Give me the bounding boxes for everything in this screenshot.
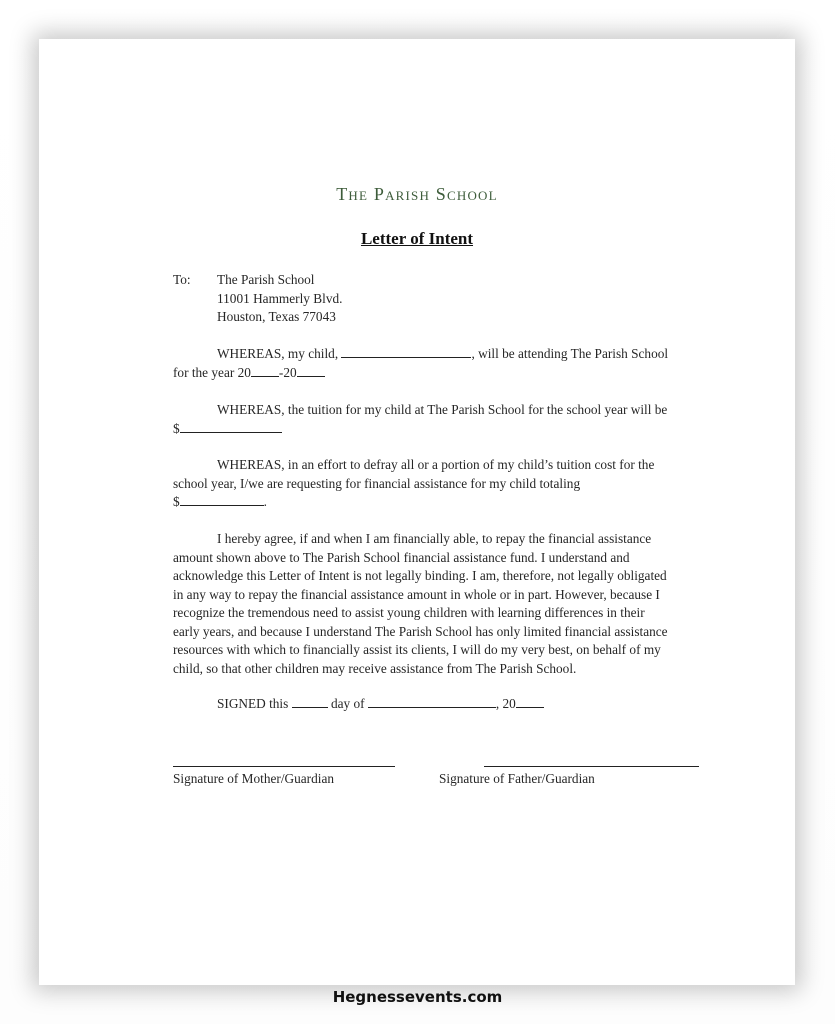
watermark: Hegnessevents.com	[332, 988, 503, 1006]
mother-signature-line[interactable]	[173, 766, 395, 767]
dollar-sign: $	[173, 494, 180, 509]
month-blank[interactable]	[368, 695, 496, 708]
agreement-line: I hereby agree, if and when I am financially able, to repay the financial assistance	[217, 531, 652, 546]
agreement-line: recognize the tremendous need to assist young children with learning differences in their	[173, 605, 645, 620]
agreement-line: amount shown above to The Parish School financial assistance fund. I understand and	[173, 549, 630, 565]
signed-text-c: , 20	[495, 696, 516, 711]
father-signature-label: Signature of Father/Guardian	[439, 771, 595, 786]
school-name-heading: The Parish School	[336, 184, 498, 204]
tuition-amount-blank[interactable]	[180, 420, 282, 433]
day-blank[interactable]	[292, 695, 328, 708]
recipient-street: 11001 Hammerly Blvd.	[217, 290, 343, 306]
year-start-blank[interactable]	[251, 364, 279, 377]
paragraph-tuition	[173, 401, 713, 438]
agreement-line: early years, and because I understand The Parish School has only limited financial assistance	[173, 623, 668, 639]
signed-text-b: day of	[327, 696, 368, 711]
signed-text-a: SIGNED this	[217, 696, 292, 711]
period: .	[263, 494, 267, 509]
para3-text-a: WHEREAS, in an effort to defray all or a portion of my child’s tuition cost for the	[217, 457, 655, 472]
child-name-blank[interactable]	[341, 345, 471, 358]
para1-text-a: WHEREAS, my child,	[217, 346, 342, 361]
paragraph-assistance-request	[173, 456, 713, 512]
recipient-address	[217, 271, 342, 327]
para3-text-b: school year, I/we are requesting for financial assistance for my child totaling	[173, 475, 581, 491]
assistance-amount-blank[interactable]	[180, 493, 264, 506]
mother-signature-label: Signature of Mother/Guardian	[173, 771, 334, 786]
dollar-sign: $	[173, 420, 180, 436]
to-label: To:	[173, 272, 191, 287]
signed-line	[173, 695, 713, 714]
recipient-city: Houston, Texas 77043	[217, 309, 336, 324]
para1-text-c: for the year 20	[173, 364, 251, 380]
year-blank[interactable]	[516, 695, 544, 708]
agreement-line: acknowledge this Letter of Intent is not legally binding. I am, therefore, not legally obligated	[173, 568, 667, 583]
para2-text-a: WHEREAS, the tuition for my child at The Parish School for the school year will be	[217, 402, 668, 417]
document-title: Letter of Intent	[360, 229, 474, 248]
agreement-line: in any way to repay the financial assistance amount in whole or in part. However, because I	[173, 586, 660, 602]
paragraph-agreement	[173, 530, 733, 678]
paragraph-child	[173, 345, 713, 382]
para1-text-d: -20	[278, 364, 297, 380]
agreement-line: resources with which to financially assist its clients, I will do my very best, on behalf of my	[173, 642, 661, 657]
recipient-name: The Parish School	[217, 272, 315, 287]
year-end-blank[interactable]	[297, 364, 325, 377]
para1-text-b: , will be attending The Parish School	[471, 346, 669, 361]
agreement-line: child, so that other children may receive assistance from The Parish School.	[173, 660, 577, 676]
document-page	[39, 39, 795, 985]
father-signature-line[interactable]	[484, 766, 699, 767]
